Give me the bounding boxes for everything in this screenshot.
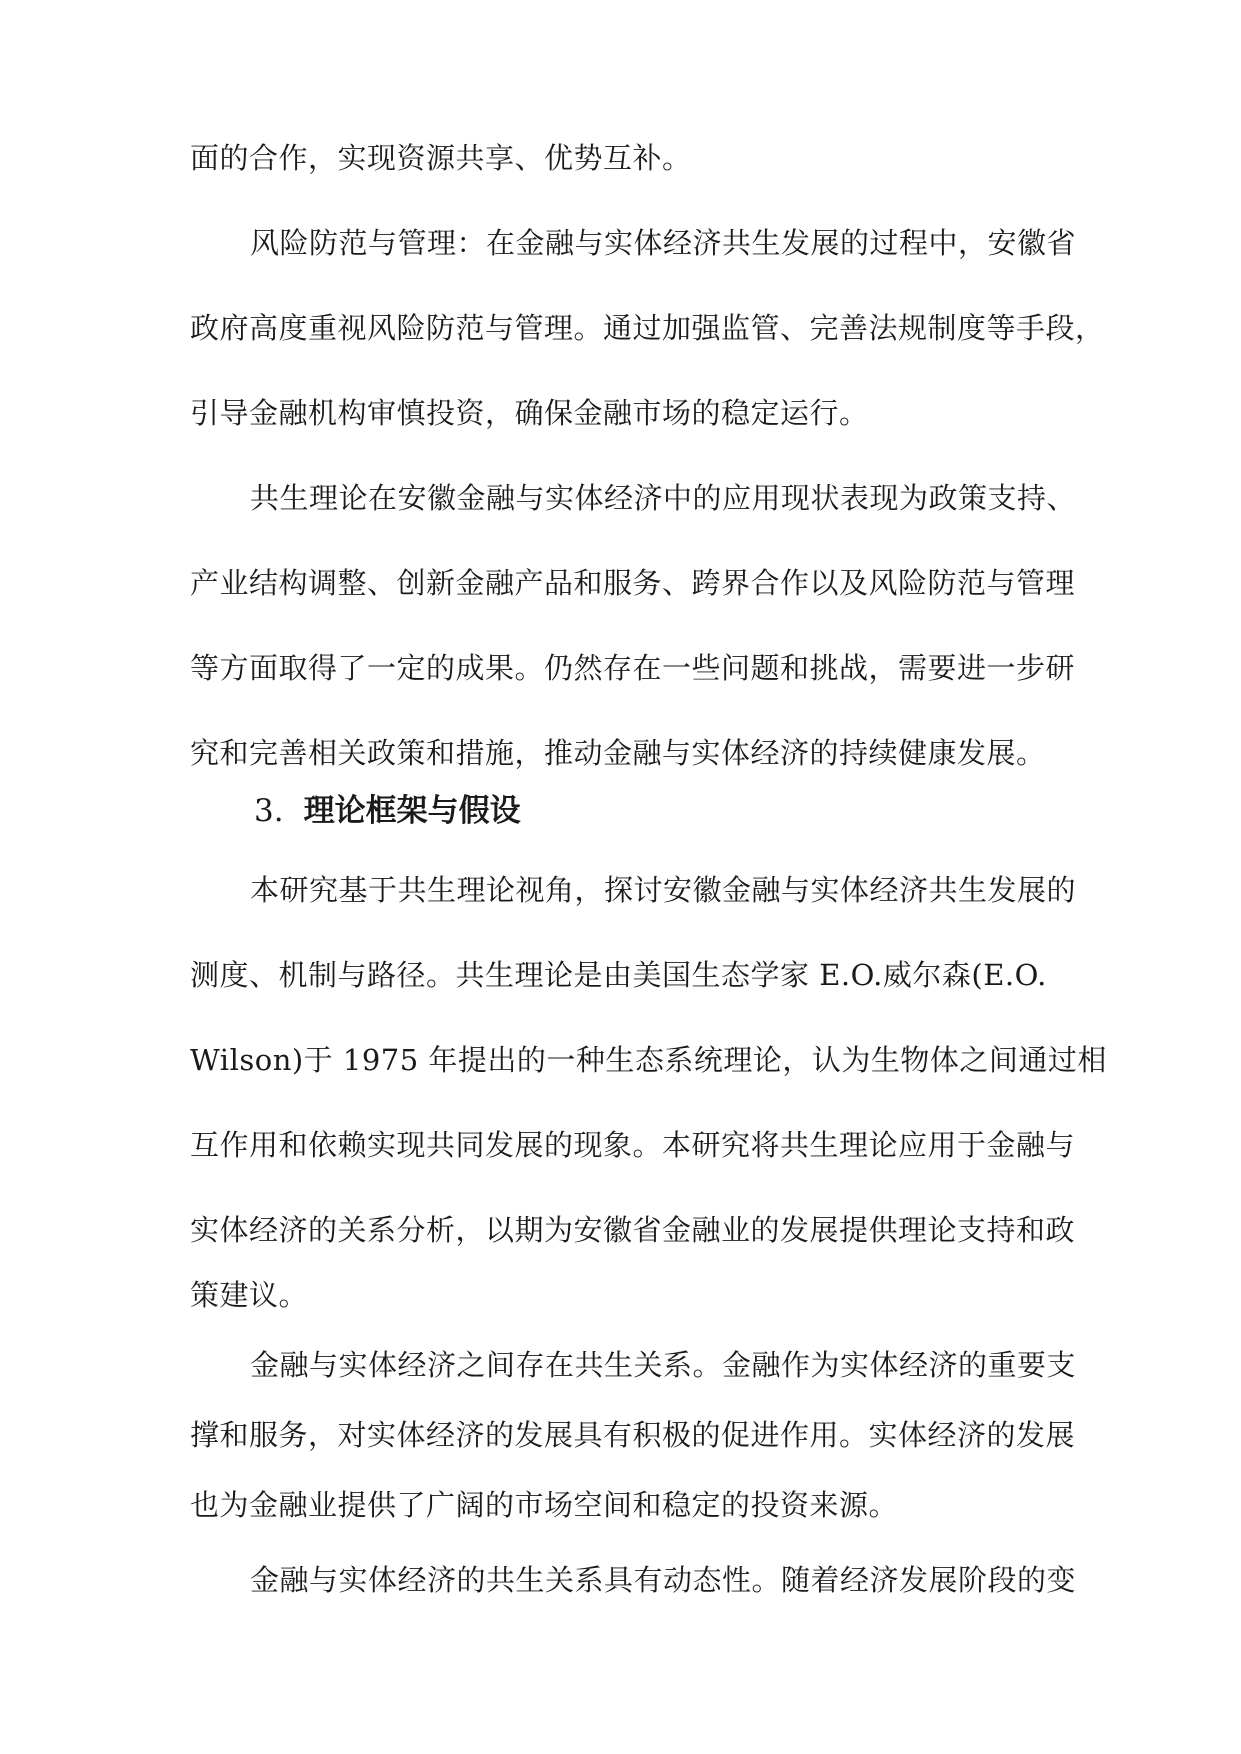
paragraph-line: 实体经济的关系分析，以期为安徽省金融业的发展提供理论支持和政: [190, 1213, 1076, 1247]
paragraph-line: 政府高度重视风险防范与管理。通过加强监管、完善法规制度等手段，: [190, 311, 1105, 345]
paragraph-line: 测度、机制与路径。共生理论是由美国生态学家 E.O.威尔森(E.O.: [190, 958, 1047, 992]
paragraph-line: 金融与实体经济之间存在共生关系。金融作为实体经济的重要支: [250, 1348, 1077, 1382]
paragraph-line: 互作用和依赖实现共同发展的现象。本研究将共生理论应用于金融与: [190, 1128, 1076, 1162]
section-title: 理论框架与假设: [303, 793, 521, 829]
paragraph-line: 等方面取得了一定的成果。仍然存在一些问题和挑战，需要进一步研: [190, 651, 1076, 685]
paragraph-line: 风险防范与管理：在金融与实体经济共生发展的过程中，安徽省: [250, 226, 1077, 260]
paragraph-line: 产业结构调整、创新金融产品和服务、跨界合作以及风险防范与管理: [190, 566, 1076, 600]
paragraph-line: 撑和服务，对实体经济的发展具有积极的促进作用。实体经济的发展: [190, 1418, 1076, 1452]
paragraph-line: 金融与实体经济的共生关系具有动态性。随着经济发展阶段的变: [250, 1563, 1077, 1597]
paragraph-line: 引导金融机构审慎投资，确保金融市场的稳定运行。: [190, 396, 869, 430]
paragraph-line: 策建议。: [190, 1278, 309, 1312]
section-heading: [254, 789, 521, 833]
paragraph-line: 本研究基于共生理论视角，探讨安徽金融与实体经济共生发展的: [250, 873, 1077, 907]
paragraph-line: 面的合作，实现资源共享、优势互补。: [190, 141, 692, 175]
paragraph-line: 也为金融业提供了广阔的市场空间和稳定的投资来源。: [190, 1488, 899, 1522]
paragraph-line: Wilson)于 1975 年提出的一种生态系统理论，认为生物体之间通过相: [190, 1043, 1107, 1077]
paragraph-line: 共生理论在安徽金融与实体经济中的应用现状表现为政策支持、: [250, 481, 1077, 515]
section-number: 3.: [254, 793, 284, 829]
paragraph-line: 究和完善相关政策和措施，推动金融与实体经济的持续健康发展。: [190, 736, 1046, 770]
